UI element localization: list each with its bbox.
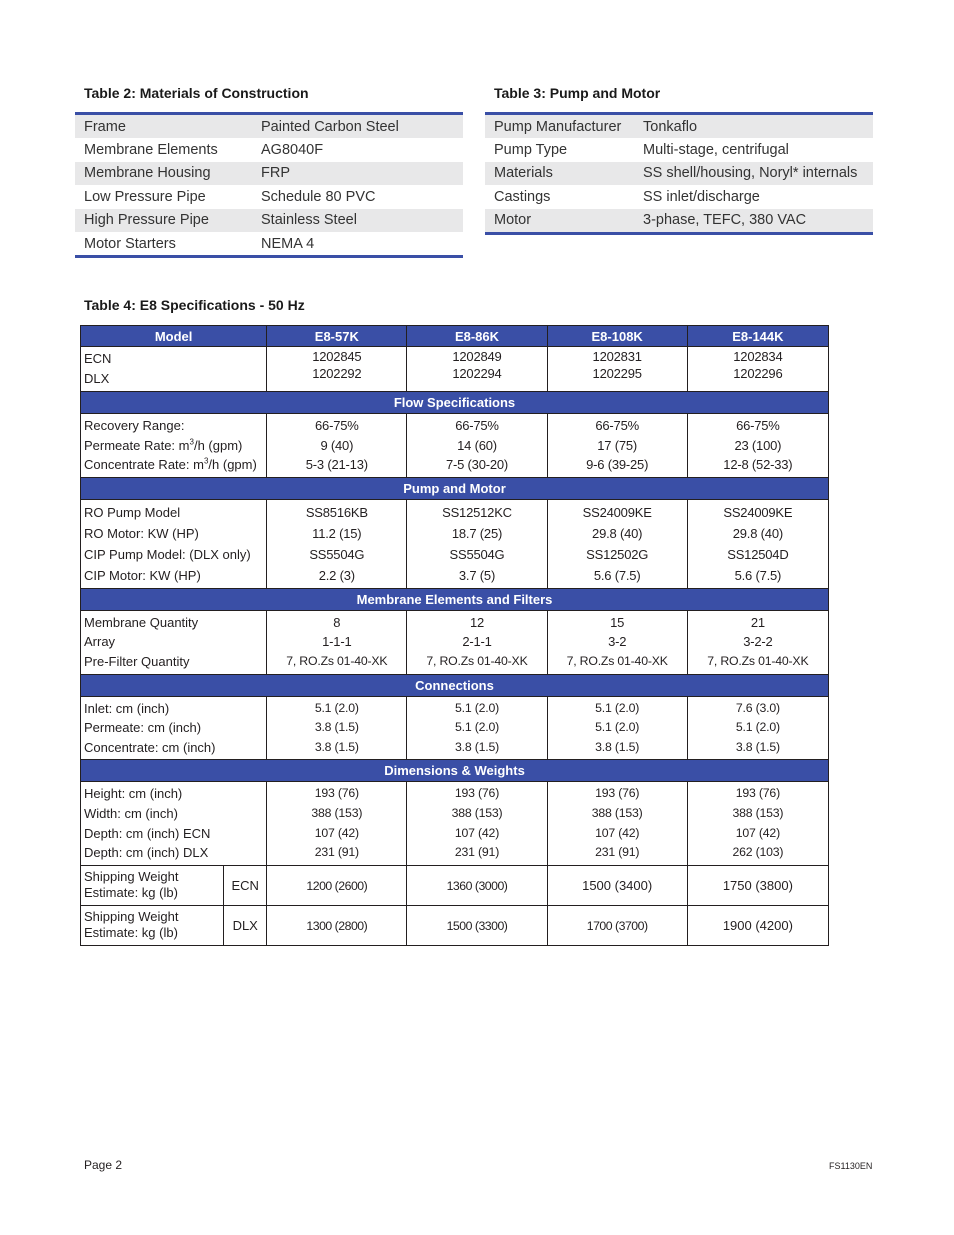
- row-label: Low Pressure Pipe: [84, 188, 206, 205]
- document-code: FS1130EN: [829, 1161, 873, 1171]
- dimensions-values: 193 (76) 388 (153) 107 (42) 262 (103): [687, 782, 828, 865]
- dimensions-values: 193 (76) 388 (153) 107 (42) 231 (91): [407, 782, 547, 865]
- shipping-type: DLX: [224, 905, 267, 945]
- pump-labels: RO Pump Model RO Motor: KW (HP) CIP Pump Model: (DLX only) CIP Motor: KW (HP): [81, 499, 267, 588]
- row-label: Castings: [494, 188, 551, 205]
- table-row: [75, 138, 463, 161]
- table-row: [485, 138, 873, 161]
- materials-table: [75, 112, 463, 258]
- row-value: Painted Carbon Steel: [252, 114, 463, 139]
- table-row: [485, 114, 873, 139]
- shipping-value: 1500 (3300): [407, 905, 547, 945]
- header-model: Model: [81, 326, 267, 347]
- row-value: Tonkaflo: [634, 114, 873, 139]
- row-value: Stainless Steel: [252, 209, 463, 232]
- dimensions-values: 193 (76) 388 (153) 107 (42) 231 (91): [547, 782, 687, 865]
- table-row: [81, 782, 829, 865]
- shipping-value: 1750 (3800): [687, 865, 828, 905]
- connections-labels: Inlet: cm (inch) Permeate: cm (inch) Concentrate: cm (inch): [81, 696, 267, 760]
- membrane-labels: Membrane Quantity Array Pre-Filter Quantity: [81, 610, 267, 674]
- shipping-value: 1360 (3000): [407, 865, 547, 905]
- shipping-value: 1700 (3700): [547, 905, 687, 945]
- shipping-value: 1200 (2600): [267, 865, 407, 905]
- pump-values: SS24009KE 29.8 (40) SS12504D 5.6 (7.5): [687, 499, 828, 588]
- codes-labels: ECN DLX: [81, 347, 267, 392]
- table-row: [485, 185, 873, 208]
- table-row: [81, 905, 829, 945]
- connections-values: 5.1 (2.0) 5.1 (2.0) 3.8 (1.5): [407, 696, 547, 760]
- pump-values: SS12512KC 18.7 (25) SS5504G 3.7 (5): [407, 499, 547, 588]
- table3-title: Table 3: Pump and Motor: [494, 85, 661, 101]
- pump-values: SS24009KE 29.8 (40) SS12502G 5.6 (7.5): [547, 499, 687, 588]
- row-label: Pump Type: [494, 142, 568, 159]
- section-connections-title: Connections: [81, 674, 829, 696]
- row-label: Membrane Housing: [75, 162, 252, 185]
- shipping-label: Shipping Weight Estimate: kg (lb): [81, 905, 224, 945]
- table-row: [81, 414, 829, 478]
- section-row: [81, 392, 829, 414]
- membrane-values: 15 3-2 7, RO.Zs 01-40-XK: [547, 610, 687, 674]
- row-label: Pump Manufacturer: [485, 114, 634, 139]
- row-label: High Pressure Pipe: [75, 209, 252, 232]
- row-label: Frame: [75, 114, 252, 139]
- header-model-col: E8-144K: [687, 326, 828, 347]
- table2-title: Table 2: Materials of Construction: [84, 85, 309, 101]
- specifications-table: [80, 325, 829, 946]
- dimensions-values: 193 (76) 388 (153) 107 (42) 231 (91): [267, 782, 407, 865]
- section-row: [81, 477, 829, 499]
- table-row: [75, 114, 463, 139]
- connections-values: 5.1 (2.0) 3.8 (1.5) 3.8 (1.5): [267, 696, 407, 760]
- flow-values: 66-75% 23 (100) 12-8 (52-33): [687, 414, 828, 478]
- row-value: AG8040F: [261, 142, 324, 159]
- table-row: [75, 162, 463, 185]
- table-row: [81, 499, 829, 588]
- pump-motor-table: [485, 112, 873, 235]
- flow-values: 66-75% 9 (40) 5-3 (21-13): [267, 414, 407, 478]
- codes-values: 1202849 1202294: [407, 347, 547, 392]
- table-row: [485, 209, 873, 234]
- codes-values: 1202845 1202292: [267, 347, 407, 392]
- row-label: Materials: [485, 162, 634, 185]
- row-value: Multi-stage, centrifugal: [643, 142, 789, 159]
- connections-values: 7.6 (3.0) 5.1 (2.0) 3.8 (1.5): [687, 696, 828, 760]
- codes-values: 1202831 1202295: [547, 347, 687, 392]
- table-row: [81, 865, 829, 905]
- membrane-values: 8 1-1-1 7, RO.Zs 01-40-XK: [267, 610, 407, 674]
- table-row: [75, 185, 463, 208]
- header-model-col: E8-86K: [407, 326, 547, 347]
- section-row: [81, 588, 829, 610]
- table-header-row: [81, 326, 829, 347]
- shipping-type: ECN: [224, 865, 267, 905]
- table-row: [75, 209, 463, 232]
- shipping-value: 1300 (2800): [267, 905, 407, 945]
- membrane-values: 12 2-1-1 7, RO.Zs 01-40-XK: [407, 610, 547, 674]
- row-value: SS inlet/discharge: [643, 188, 760, 205]
- section-row: [81, 760, 829, 782]
- table4-title: Table 4: E8 Specifications - 50 Hz: [84, 297, 305, 313]
- pump-values: SS8516KB 11.2 (15) SS5504G 2.2 (3): [267, 499, 407, 588]
- shipping-value: 1500 (3400): [547, 865, 687, 905]
- flow-labels: Recovery Range: Permeate Rate: $m^3/h$ (gpm) Concentrate Rate: $m^3/h$ (gpm): [81, 414, 267, 478]
- header-model-col: E8-108K: [547, 326, 687, 347]
- row-label: Motor: [485, 209, 634, 234]
- header-model-col: E8-57K: [267, 326, 407, 347]
- connections-values: 5.1 (2.0) 5.1 (2.0) 3.8 (1.5): [547, 696, 687, 760]
- row-value: Schedule 80 PVC: [261, 188, 376, 205]
- dimensions-labels: Height: cm (inch) Width: cm (inch) Depth: cm (inch) ECN Depth: cm (inch) DLX: [81, 782, 267, 865]
- page-number: Page 2: [84, 1158, 123, 1172]
- table-row: [81, 696, 829, 760]
- shipping-label: Shipping Weight Estimate: kg (lb): [81, 865, 224, 905]
- section-row: [81, 674, 829, 696]
- section-pump-title: Pump and Motor: [81, 477, 829, 499]
- section-dimensions-title: Dimensions & Weights: [81, 760, 829, 782]
- section-flow-title: Flow Specifications: [81, 392, 829, 414]
- flow-values: 66-75% 14 (60) 7-5 (30-20): [407, 414, 547, 478]
- row-value: SS shell/housing, Noryl* internals: [634, 162, 873, 185]
- table-row: [81, 610, 829, 674]
- row-label: Membrane Elements: [84, 142, 218, 159]
- codes-values: 1202834 1202296: [687, 347, 828, 392]
- table-row: [75, 232, 463, 257]
- shipping-value: 1900 (4200): [687, 905, 828, 945]
- table-row: [81, 347, 829, 392]
- flow-values: 66-75% 17 (75) 9-6 (39-25): [547, 414, 687, 478]
- section-membrane-title: Membrane Elements and Filters: [81, 588, 829, 610]
- row-value: 3-phase, TEFC, 380 VAC: [634, 209, 873, 234]
- row-value: FRP: [252, 162, 463, 185]
- membrane-values: 21 3-2-2 7, RO.Zs 01-40-XK: [687, 610, 828, 674]
- table-row: [485, 162, 873, 185]
- row-value: NEMA 4: [261, 235, 315, 252]
- row-label: Motor Starters: [84, 235, 176, 252]
